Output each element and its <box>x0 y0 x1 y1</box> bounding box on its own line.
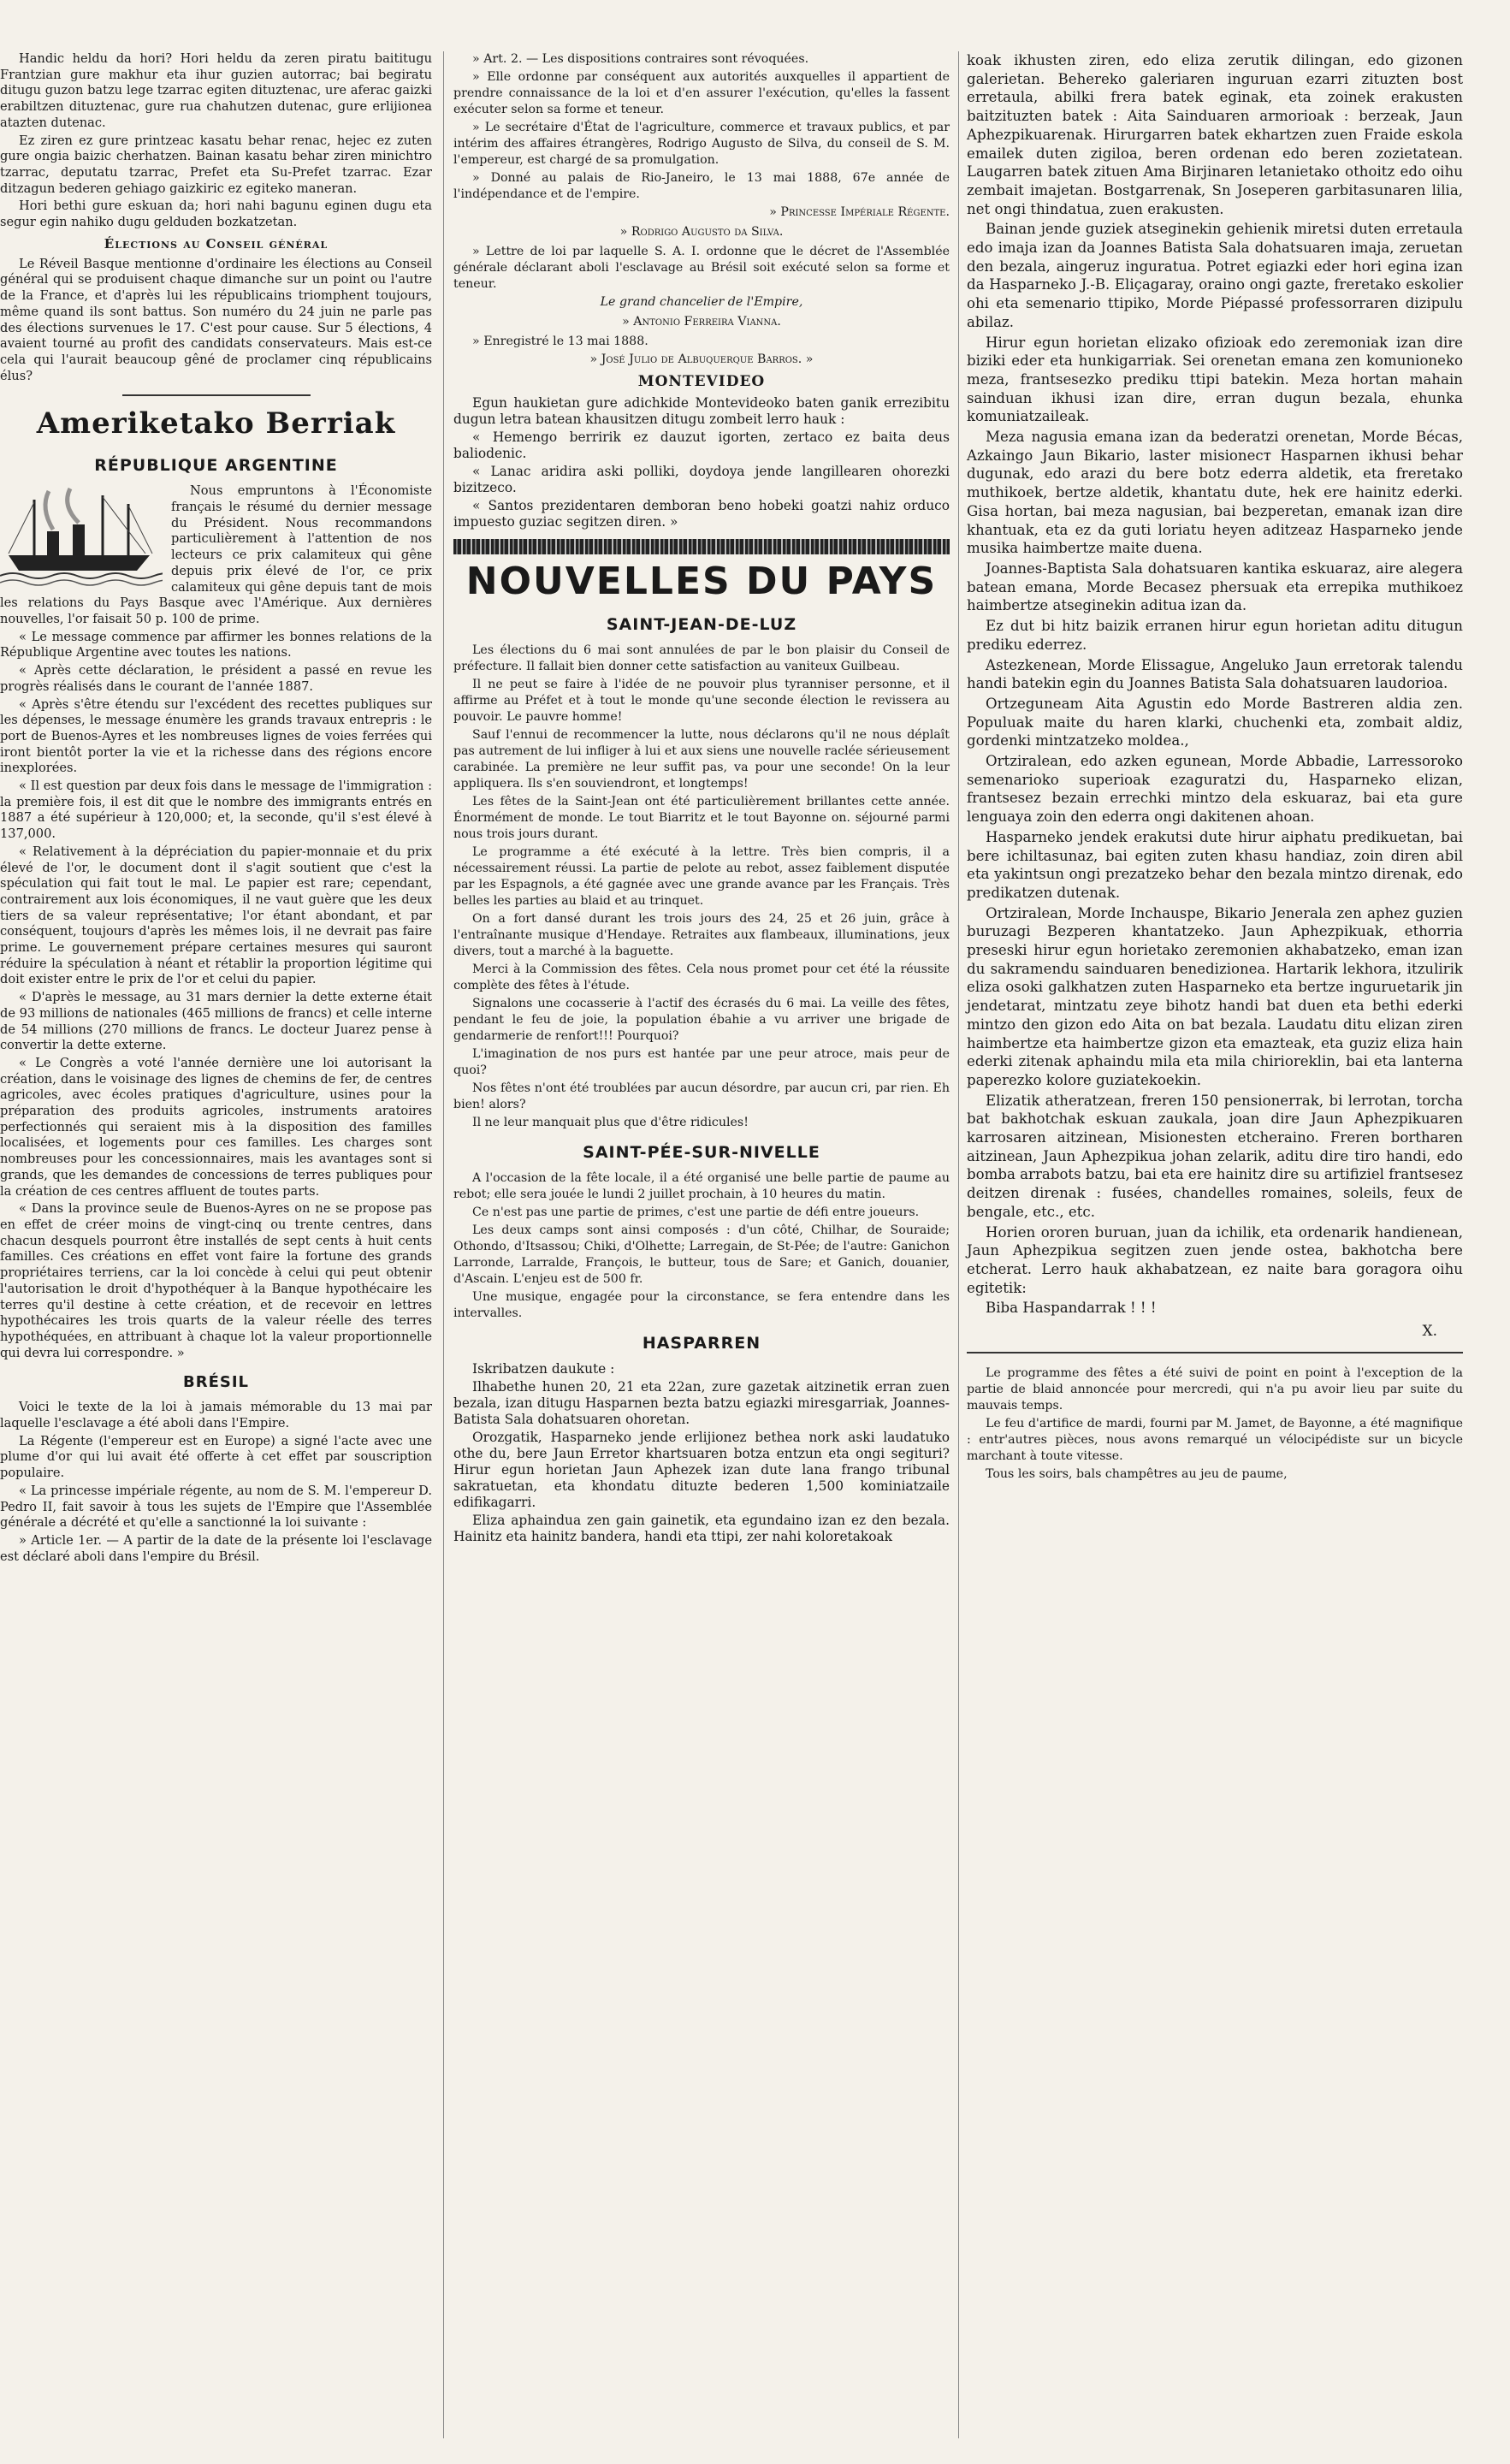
paragraph: Tous les soirs, bals champêtres au jeu de paume, <box>986 1467 1288 1482</box>
paragraph: Sauf l'ennui de recommencer la lutte, nous déclarons qu'il ne nous déplaît pas autrement de lui infliger à lui et aux siens une nouvelle raclée sérieusement carabinée. La première ne leur suffit pas, va pour une seconde! On la leur appliquera. Ils s'en souviendront, et longtemps! <box>453 728 950 791</box>
paragraph: « Après cette déclaration, le président a passé en revue les progrès réalisés dans le courant de l'année 1887. <box>0 663 432 694</box>
paragraph: Signalons une cocasserie à l'actif des écrasés du 6 mai. La veille des fêtes, pendant le feu de joie, la population ébahie a vu arriver une brigade de gendarmerie de renfort!!! Pourquoi? <box>453 997 950 1043</box>
paragraph: Les élections du 6 mai sont annulées de par le bon plaisir du Conseil de préfecture. Il fallait bien donner cette satisfaction au vaniteux Guilbeau. <box>453 643 950 673</box>
paragraph: Joannes-Baptista Sala dohatsuaren kantika eskuaraz, aire alegera batean emana, Morde Becasez phersuak eta errepika muthikoez haimbertze atseginekin aditua izan da. <box>967 560 1463 614</box>
column-right <box>967 51 1463 1484</box>
paragraph: Nos fêtes n'ont été troublées par aucun désordre, par aucun cri, par rien. Eh bien! alors? <box>453 1081 950 1111</box>
paragraph: « Lanac aridira aski polliki, doydoya jende langillearen ohorezki bizitzeco. <box>453 464 950 495</box>
section-title: NOUVELLES DU PAYS <box>465 560 938 603</box>
paragraph: Une musique, engagée pour la circonstance, se fera entendre dans les intervalles. <box>453 1290 950 1320</box>
paragraph: » Donné au palais de Rio-Janeiro, le 13 mai 1888, 67e année de l'indépendance et de l'empire. <box>453 171 950 201</box>
paragraph: Il ne peut se faire à l'idée de ne pouvoir plus tyranniser personne, et il affirme au Préfet et à tout le monde qu'une seconde élection le revissera au pouvoir. Le pauvre homme! <box>453 678 950 724</box>
signature: » José Julio de Albuquerque Barros. » <box>589 352 814 366</box>
steamship-illustration <box>0 487 163 588</box>
paragraph: Handic heldu da hori? Hori heldu da zeren piratu baititugu Frantzian gure makhur eta ihur guzien autorrac; bai begiratu ditugu guzon batzu lege tzarrac egiten dituztenac, ure aferac gaizki erabiltzen dituztenac, gure rua chahutzen dutenac, gure erlijionea atazten dutenac. <box>0 51 432 130</box>
paragraph: Eliza aphaindua zen gain gainetik, eta egundaino izan ez den bezala. Hainitz eta hainitz bandera, handi eta ttipi, zer nahi koloretakoak <box>453 1513 950 1544</box>
paragraph: Le programme a été exécuté à la lettre. Très bien compris, il a nécessairement réussi. La partie de pelote au rebot, assez faiblement disputée par les Espagnols, a été gagnée avec une grande avance par les Français. Très belles les parties au blaid et au trinquet. <box>453 845 950 908</box>
argentine-article <box>0 483 432 1361</box>
section-heading: HASPARREN <box>642 1334 761 1353</box>
paragraph: Biba Haspandarrak ! ! ! <box>986 1300 1157 1317</box>
paragraph: Ortziralean, Morde Inchauspe, Bikario Jenerala zen aphez guzien buruzagi Bezperen khantatzeko. Jaun Aphezpikuak, ethorria preseski hirur egun horietako zeremonien akhabatzeko, eman izan du sakramendu sainduaren benedizionea. Hartarik lekhora, itzulirik eliza osoki galkhatzen zuten Hasparneko eta bertze inguruetarik jin jendetarat, mintzatu zeye bihotz handi bat duen eta bethi ederki mintzo den gizon edo Aita on bat bezala. Laudatu ditu elizan ziren haimbertze eta haimbertze gizon eta emazteak, eta guziz eliza hain ederki zitenak aphaindu mila eta mila chirioreklin, bai eta lanterna paperezko kolore guziatekoekin. <box>967 904 1463 1088</box>
section-heading: MONTEVIDEO <box>637 373 766 390</box>
section-title: Ameriketako Berriak <box>36 406 396 441</box>
paragraph: Hasparneko jendek erakutsi dute hirur aiphatu predikuetan, bai bere ichiltasunaz, bai egiten zuten khasu handiaz, zoin diren abil eta yakintsun ongi prezatzeko behar den bezala mintzo direnak, edo predikatzen dutenak. <box>967 828 1463 901</box>
paragraph: » Enregistré le 13 mai 1888. <box>472 335 648 348</box>
column-left <box>0 51 432 1567</box>
signature: X. <box>1422 1323 1437 1341</box>
column-divider <box>958 51 959 2438</box>
paragraph: » Elle ordonne par conséquent aux autorités auxquelles il appartient de prendre connaissance de la loi et d'en assurer l'exécution, qu'elles la fassent exécuter selon sa forme et teneur. <box>453 70 950 116</box>
paragraph: Ortziralean, edo azken egunean, Morde Abbadie, Larressoroko semenarioko superioak ezaguratzi du, Hasparneko elizan, frantsesez bezain errechki mintzo dela eskuaraz, bai eta gure lenguaya zoin den ederra ongi dakitenen ahoan. <box>967 753 1463 826</box>
signature: » Rodrigo Augusto da Silva. <box>619 225 784 239</box>
paragraph: Astezkenean, Morde Elissague, Angeluko Jaun erretorak talendu handi batekin egin du Joannes Batista Sala dohatsuaren laudorioa. <box>967 656 1463 692</box>
paragraph: » Article 1er. — A partir de la date de la présente loi l'esclavage est déclaré aboli dans l'empire du Brésil. <box>0 1532 432 1564</box>
paragraph: « Il est question par deux fois dans le message de l'immigration : la première fois, il est dit que le nombre des immigrants entrés en 1887 a été supérieur à 120,000; et, la seconde, qu'il s'est élevé à 137,000. <box>0 779 432 842</box>
paragraph: Merci à la Commission des fêtes. Cela nous promet pour cet été la réussite complète des fêtes à l'étude. <box>453 962 950 992</box>
hasparren-continued <box>967 51 1463 1318</box>
fetes-note <box>967 1365 1463 1483</box>
divider <box>122 394 311 396</box>
paragraph: Le programme des fêtes a été suivi de point en point à l'exception de la partie de blaid annoncée pour mercredi, qui n'a pu avoir lieu par suite du mauvais temps. <box>967 1366 1463 1413</box>
paragraph: L'imagination de nos purs est hantée par une peur atroce, mais peur de quoi? <box>453 1047 950 1077</box>
paragraph: Ez dut bi hitz baizik erranen hirur egun horietan aditu ditugun prediku ederrez. <box>967 618 1463 653</box>
section-heading: BRÉSIL <box>182 1373 249 1392</box>
paragraph: « Relativement à la dépréciation du papier-monnaie et du prix élevé de l'or, le document dont il s'agit soutient que c'est la spéculation qui fait tout le mal. Le papier est rare; cependant, contrairement aux lois économiques, il ne vaut guère que les deux tiers de sa valeur représentative; l'or étant abondant, et par conséquent, toujours d'après les mêmes lois, il ne devrait pas faire prime. Le gouvernement prépare certaines mesures qui sauront réduire la spéculation à néant et rétablir la proportion légitime qui doit exister entre le prix de l'or et celui du papier. <box>0 844 432 987</box>
signature: Le grand chancelier de l'Empire, <box>600 295 803 309</box>
paragraph: Voici le texte de la loi à jamais mémorable du 13 mai par laquelle l'esclavage a été aboli dans l'Empire. <box>0 1400 432 1431</box>
paragraph: « Le Congrès a voté l'année dernière une loi autorisant la création, dans le voisinage des lignes de chemins de fer, de centres agricoles, avec écoles pratiques d'agriculture, usines pour la préparation des produits agricoles, instruments aratoires perfectionnés qui seraient mis à la disposition des familles localisées, et logements pour ces familles. Les charges sont nombreuses pour les concessionnaires, mais les avantages sont si grands, que les demandes de concessions de terres publiques pour la création de ces centres affluent de toutes parts. <box>0 1055 432 1199</box>
montevideo-article <box>453 395 950 530</box>
paragraph: Meza nagusia emana izan da bederatzi orenetan, Morde Bécas, Azkaingo Jaun Bikario, laster misioneст Hasparnen ikhusi behar dugunak, edo arazi du bere botz ederra aldetik, eta freretako muthikoek, bertze aldetik, khantatu dute, hek ere hainitz ederki. Gisa hortan, bai meza nagusian, bai bezperetan, emanak izan dire khantuak, eta ez da guti loriatu heyen aditzeaz Hasparneko jende musika haimbertze maite duena. <box>967 429 1463 557</box>
section-heading: SAINT-PÉE-SUR-NIVELLE <box>583 1143 820 1162</box>
bresil-article <box>0 1400 432 1565</box>
column-divider <box>443 51 444 2438</box>
paragraph: » Lettre de loi par laquelle S. A. I. ordonne que le décret de l'Assemblée générale déclarant aboli l'esclavage au Brésil soit exécuté selon sa forme et teneur. <box>453 245 950 291</box>
section-heading: SAINT-JEAN-DE-LUZ <box>606 615 797 634</box>
paragraph: Iskribatzen daukute : <box>472 1361 615 1377</box>
basque-article <box>0 51 432 231</box>
hasparren-article <box>453 1361 950 1545</box>
paragraph: Egun haukietan gure adichkide Montevideoko baten ganik errezibitu dugun letra batean khausitzen ditugu zombeit lerro hauk : <box>453 395 950 427</box>
paragraph: » Le secrétaire d'État de l'agriculture, commerce et travaux publics, et par intérim des affaires étrangères, Rodrigo Augusto de Silva, du conseil de S. M. l'empereur, est chargé de sa promulgation. <box>453 121 950 167</box>
paragraph: Bainan jende guziek atseginekin gehienik miretsi duten erretaula edo imaja izan da Joannes Batista Sala dohatsuaren imaja, zeruetan den bezala, aingeruz inguratua. Potret egiazki eder hori egina izan da Hasparneko J.-B. Eliçagaray, oraino ongi gazte, freretako eskolier ohi eta semenario ttipiko, Morde Piépassé professorraren dizipulu abilaz. <box>967 221 1463 330</box>
paragraph: « Hemengo berririk ez dauzut igorten, zertaco ez baita deus baliodenic. <box>453 429 950 461</box>
bresil-continued <box>453 51 950 368</box>
divider <box>967 1352 1463 1353</box>
paragraph: Les deux camps sont ainsi composés : d'un côté, Chilhar, de Souraide; Othondo, d'Itsassou; Chiki, d'Olhette; Larregain, de St-Pée; de l'autre: Ganichon Larronde, Larralde, François, le butteur, tous de Sare; et Ganich, douanier, d'Ascain. L'enjeu est de 500 fr. <box>453 1223 950 1286</box>
paragraph: « La princesse impériale régente, au nom de S. M. l'empereur D. Pedro II, fait savoir à tous les sujets de l'Empire que l'Assemblée générale a décrété et qu'elle a sanctionné la loi suivante : <box>0 1483 432 1531</box>
paragraph: » Art. 2. — Les dispositions contraires sont révoquées. <box>472 52 809 66</box>
paragraph: Ez ziren ez gure printzeac kasatu behar renac, hejec ez zuten gure ongia baizic cherhatzen. Bainan kasatu behar ziren minichtro tzarrac, deputatu tzarrac, Prefet eta Su-Prefet tzarrac. Ezar ditzagun bederen gehiago gaizkiric ez egiteko maneran. <box>0 133 432 196</box>
paragraph: « Dans la province seule de Buenos-Ayres on ne se propose pas en effet de créer moins de vingt-cinq ou trente centres, dans chacun desquels pourront être installés de sept cents à huit cents familles. Ces créations en effet vont faire la fortune des grands propriétaires terriens, car la loi concède à celui qui peut obtenir l'autorisation le droit d'hypothéquer à la Banque hypothécaire les terres qu'il destine à cette création, et de recevoir en lettres hypothécaires les trois quarts de la valeur réelle des terres hypothéquées, en attribuant à chaque lot la valeur proportionnelle qui devra lui correspondre. » <box>0 1201 432 1360</box>
paragraph: Horien ororen buruan, juan da ichilik, eta ordenarik handienean, Jaun Aphezpikua segitzen zuen jende ostea, bakhotcha bere etcherat. Lerro hauk akhabatzean, ez naite bara goragora oihu egitetik: <box>967 1223 1463 1296</box>
paragraph: A l'occasion de la fête locale, il a été organisé une belle partie de paume au rebot; elle sera jouée le lundi 2 juillet prochain, à 10 heures du matin. <box>453 1171 950 1201</box>
section-heading: Élections au Conseil général <box>104 235 329 252</box>
paragraph: « Santos prezidentaren demboran beno hobeki goatzi nahiz orduco impuesto guziac segitzen diren. » <box>453 498 950 530</box>
sjdl-article <box>453 643 950 1131</box>
paragraph: « Après s'être étendu sur l'excédent des recettes publiques sur les dépenses, le message énumère les grands travaux entrepris : le port de Buenos-Ayres et les nombreuses lignes de voies ferrées qui iront bientôt porter la vie et la richesse dans des régions encore inexplorées. <box>0 696 432 776</box>
paragraph: Orozgatik, Hasparneko jende erlijionez bethea nork aski laudatuko othe du, bere Jaun Erretor khartsuaren botza entzun eta ongi segituri? Hirur egun horietan Jaun Aphezek izan dute lana frango tribunal sakratuetan, eta khondatu dituzte bederen 1,500 kominiatzaile edifikagarri. <box>453 1430 950 1510</box>
section-heading: RÉPUBLIQUE ARGENTINE <box>94 456 338 476</box>
paragraph: « D'après le message, au 31 mars dernier la dette externe était de 93 millions de nationales (465 millions de francs) et celle interne de 54 millions (270 millions de francs. Le docteur Juarez pense à convertir la dette externe. <box>0 990 432 1053</box>
spn-article <box>453 1170 950 1322</box>
paragraph: Les fêtes de la Saint-Jean ont été particulièrement brillantes cette année. Énormément de monde. Le tout Biarritz et le tout Bayonne on. séjourné parmi nous trois jours durant. <box>453 795 950 841</box>
paragraph: Ce n'est pas une partie de primes, c'est une partie de défi entre joueurs. <box>472 1205 920 1219</box>
paragraph: Elizatik atheratzean, freren 150 pensionerrak, bi lerrotan, torcha bat bakhotchak eskuan zaukala, joan dire Jaun Aphezpikuaren karrosaren aitzinean, Misionesten etcheraino. Freren bortharen aitzinean, Jaun Aphezpikua johan zelarik, aditu dire tiro handi, edo bomba arrabots batzu, bai eta ere hainitz dire su artifiziel frantsesez deitzen direnak : fusées, chandelles romaines, soleils, feux de bengale, etc., etc. <box>967 1092 1463 1220</box>
paragraph: Ilhabethe hunen 20, 21 eta 22an, zure gazetak aitzinetik erran zuen bezala, izan ditugu Hasparnen bezta batzu egiazki miresgarriak, Joannes-Batista Sala dohatsuaren ohoretan. <box>453 1379 950 1427</box>
decorative-band <box>453 539 950 554</box>
paragraph: Le Réveil Basque mentionne d'ordinaire les élections au Conseil général qui se produisent chaque dimanche sur un point ou l'autre de la France, et d'après lui les républicains triomphent toujours, même quand ils sont battus. Son numéro du 24 juin ne parle pas des élections survenues le 17. C'est pour cause. Sur 5 élections, 4 avaient tourné au profit des candidats conservateurs. Mais est-ce cela qui l'aurait beaucoup gêné de proclamer cinq républicains élus? <box>0 256 432 383</box>
signature: » Princesse Impériale Régente. <box>769 205 950 219</box>
paragraph: On a fort dansé durant les trois jours des 24, 25 et 26 juin, grâce à l'entraînante musique d'Hendaye. Retraites aux flambeaux, illuminations, jeux divers, tout a marché à la baguette. <box>453 912 950 958</box>
signature: » Antonio Ferreira Vianna. <box>622 315 781 329</box>
paragraph: Il ne leur manquait plus que d'être ridicules! <box>472 1116 749 1129</box>
paragraph: Hirur egun horietan elizako ofizioak edo zeremoniak izan dire biziki eder eta hunkigarriak. Sei orenetan emana zen komunioneko meza, frantsesezko prediku ttipi batekin. Meza hortan mahain sainduan ikhusi izan dire, erran dugun bezala, ehunka komuniatzaileak. <box>967 334 1463 425</box>
paragraph: Le feu d'artifice de mardi, fourni par M. Jamet, de Bayonne, a été magnifique : entr'autres pièces, nous avons remarqué un vélocipédiste sur un bicycle marchant à toute vitesse. <box>967 1417 1463 1464</box>
column-middle <box>453 51 950 1547</box>
paragraph: koak ikhusten ziren, edo eliza zerutik dilingan, edo gizonen galerietan. Behereko galeriaren inguruan ezarri zituzten bost erretaula, abilki frera batek eginak, eta zoinek erakusten baitzituzten batek : Aita Sainduaren armorioak : berzeak, Jaun Aphezpikuarenak. Hirurgarren batek ekhartzen zuen Fraide eskola emailek duten zigiloa, beren ordenan edo beren zozietatean. Laugarren batek zituen Ama Birjinaren letanietako othoitz edo oihu zembait imajetan. Bostgarrenak, Sn Joseperen garbitasunaren lilia, net ongi thindatua, zuen erakusten. <box>967 52 1463 217</box>
paragraph: Hori bethi gure eskuan da; hori nahi bagunu eginen dugu eta segur egin nahiko dugu gelduden bozkatzetan. <box>0 198 432 230</box>
paragraph: La Régente (l'empereur est en Europe) a signé l'acte avec une plume d'or qui lui avait été offerte à cet effet par souscription populaire. <box>0 1433 432 1481</box>
paragraph: Ortzeguneam Aita Agustin edo Morde Bastreren aldia zen. Populuak maite du haren klarki, chuchenki eta, zombait aldiz, gordenki mintzatzeko moldea., <box>967 695 1463 749</box>
paragraph: Nous empruntons à l'Économiste français le résumé du dernier message du Président. Nous recommandons particulièrement à l'attention de nos lecteurs ce prix calamiteux qui gêne depuis prix élevé de l'or, ce prix calamiteux qui gêne depuis tant de mois les relations du Pays Basque avec l'Amérique. Aux dernières nouvelles, l'or faisait 50 p. 100 de prime. <box>0 483 432 626</box>
paragraph: « Le message commence par affirmer les bonnes relations de la République Argentine avec toutes les nations. <box>0 629 432 660</box>
